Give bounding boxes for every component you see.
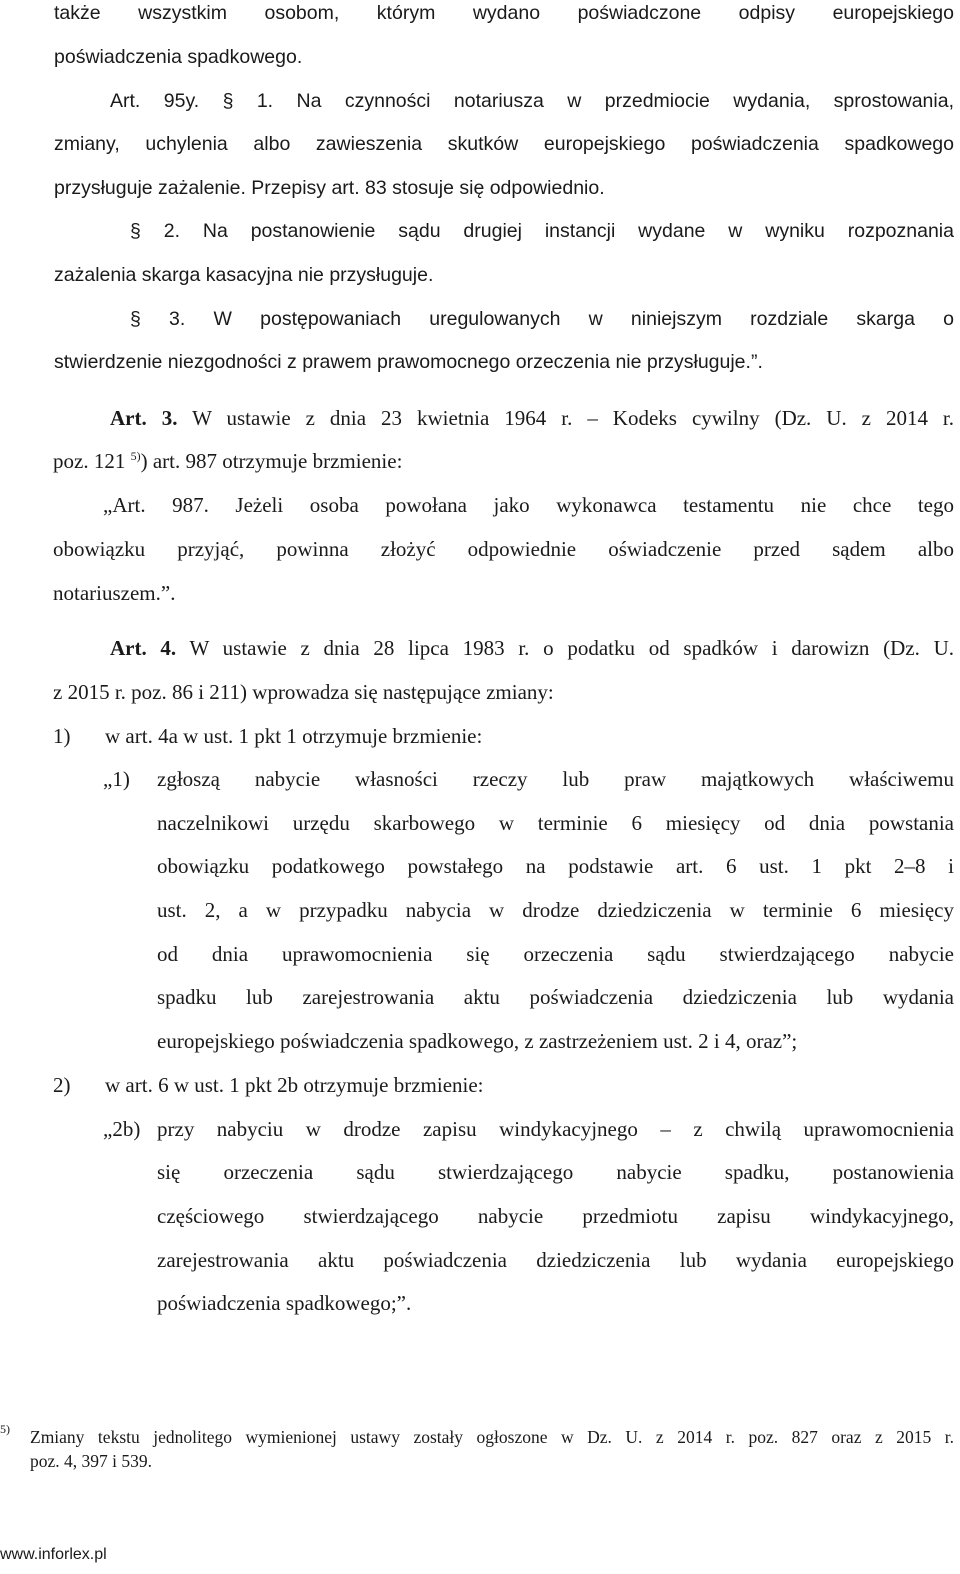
text-line: się orzeczenia sądu stwierdzającego nabycie spadku, postanowienia <box>157 1160 954 1184</box>
text-line: poświadczenia spadkowego. <box>54 46 303 68</box>
text-line: § 3. W postępowaniach uregulowanych w niniejszym rozdziale skarga o <box>130 308 954 330</box>
text-line: z 2015 r. poz. 86 i 211) wprowadza się następujące zmiany: <box>53 680 554 704</box>
text-line: Art. 95y. § 1. Na czynności notariusza w przedmiocie wydania, sprostowania, <box>110 90 954 112</box>
text-line: przysługuje zażalenie. Przepisy art. 83 stosuje się odpowiednio. <box>54 177 605 199</box>
text-line: ust. 2, a w przypadku nabycia w drodze dziedziczenia w terminie 6 miesięcy <box>157 898 954 922</box>
list-number: 1) <box>53 724 71 748</box>
text-line <box>110 405 954 431</box>
text-line <box>110 635 954 661</box>
text-line: zażalenia skarga kasacyjna nie przysługuje. <box>54 264 434 286</box>
text-line: 2) w art. 6 w ust. 1 pkt 2b otrzymuje brzmienie: <box>53 1073 484 1097</box>
footer-link[interactable]: www.inforlex.pl <box>0 1546 107 1563</box>
text-line: zgłoszą nabycie własności rzeczy lub praw majątkowych właściwemu <box>157 767 954 791</box>
text-line: „Art. 987. Jeżeli osoba powołana jako wykonawca testamentu nie chce tego <box>103 493 954 517</box>
text-line: poz. 121 $^{5)}$) art. 987 otrzymuje brzmienie: <box>53 449 403 473</box>
text-line: częściowego stwierdzającego nabycie przedmiotu zapisu windykacyjnego, <box>157 1204 954 1228</box>
article-label: Art. 3. <box>110 406 178 430</box>
footnote-mark: 5) <box>0 1422 10 1436</box>
text-line: notariuszem.”. <box>53 581 176 605</box>
footnote-ref: 5) <box>130 449 141 463</box>
text-line: poświadczenia spadkowego;”. <box>157 1291 412 1315</box>
footnote-text: poz. 4, 397 i 539. <box>30 1451 153 1471</box>
text-line: europejskiego poświadczenia spadkowego, z zastrzeżeniem ust. 2 i 4, oraz”; <box>157 1029 798 1053</box>
text-line: stwierdzenie niezgodności z prawem prawomocnego orzeczenia nie przysługuje.”. <box>54 351 763 373</box>
list-number: „2b) <box>103 1117 141 1141</box>
text-line: zmiany, uchylenia albo zawieszenia skutków europejskiego poświadczenia spadkowego <box>54 133 954 155</box>
text-line: przy nabyciu w drodze zapisu windykacyjnego – z chwilą uprawomocnienia <box>157 1117 954 1141</box>
article-label: Art. 4. <box>110 636 177 660</box>
text-line: 1) w art. 4a w ust. 1 pkt 1 otrzymuje brzmienie: <box>53 724 483 748</box>
text-line: także wszystkim osobom, którym wydano poświadczone odpisy europejskiego <box>54 2 954 24</box>
text-line: W ustawie z dnia 28 lipca 1983 r. o podatku od spadków i darowizn (Dz. U. <box>189 636 954 660</box>
text-line: zarejestrowania aktu poświadczenia dziedziczenia lub wydania europejskiego <box>157 1248 954 1272</box>
text-line: obowiązku przyjąć, powinna złożyć odpowiednie oświadczenie przed sądem albo <box>53 537 954 561</box>
footnote-text: Zmiany tekstu jednolitego wymienionej ustawy zostały ogłoszone w Dz. U. z 2014 r. poz. 827 oraz z 2015 r. <box>30 1427 954 1447</box>
text-line: naczelnikowi urzędu skarbowego w terminie 6 miesięcy od dnia powstania <box>157 811 954 835</box>
list-number: „1) <box>103 767 130 791</box>
text-line: od dnia uprawomocnienia się orzeczenia sądu stwierdzającego nabycie <box>157 942 954 966</box>
text-line: § 2. Na postanowienie sądu drugiej instancji wydane w wyniku rozpoznania <box>130 220 954 242</box>
list-number: 2) <box>53 1073 71 1097</box>
text-line: spadku lub zarejestrowania aktu poświadczenia dziedziczenia lub wydania <box>157 985 954 1009</box>
text-line: obowiązku podatkowego powstałego na podstawie art. 6 ust. 1 pkt 2–8 i <box>157 854 954 878</box>
text-line: W ustawie z dnia 23 kwietnia 1964 r. – Kodeks cywilny (Dz. U. z 2014 r. <box>192 406 955 430</box>
